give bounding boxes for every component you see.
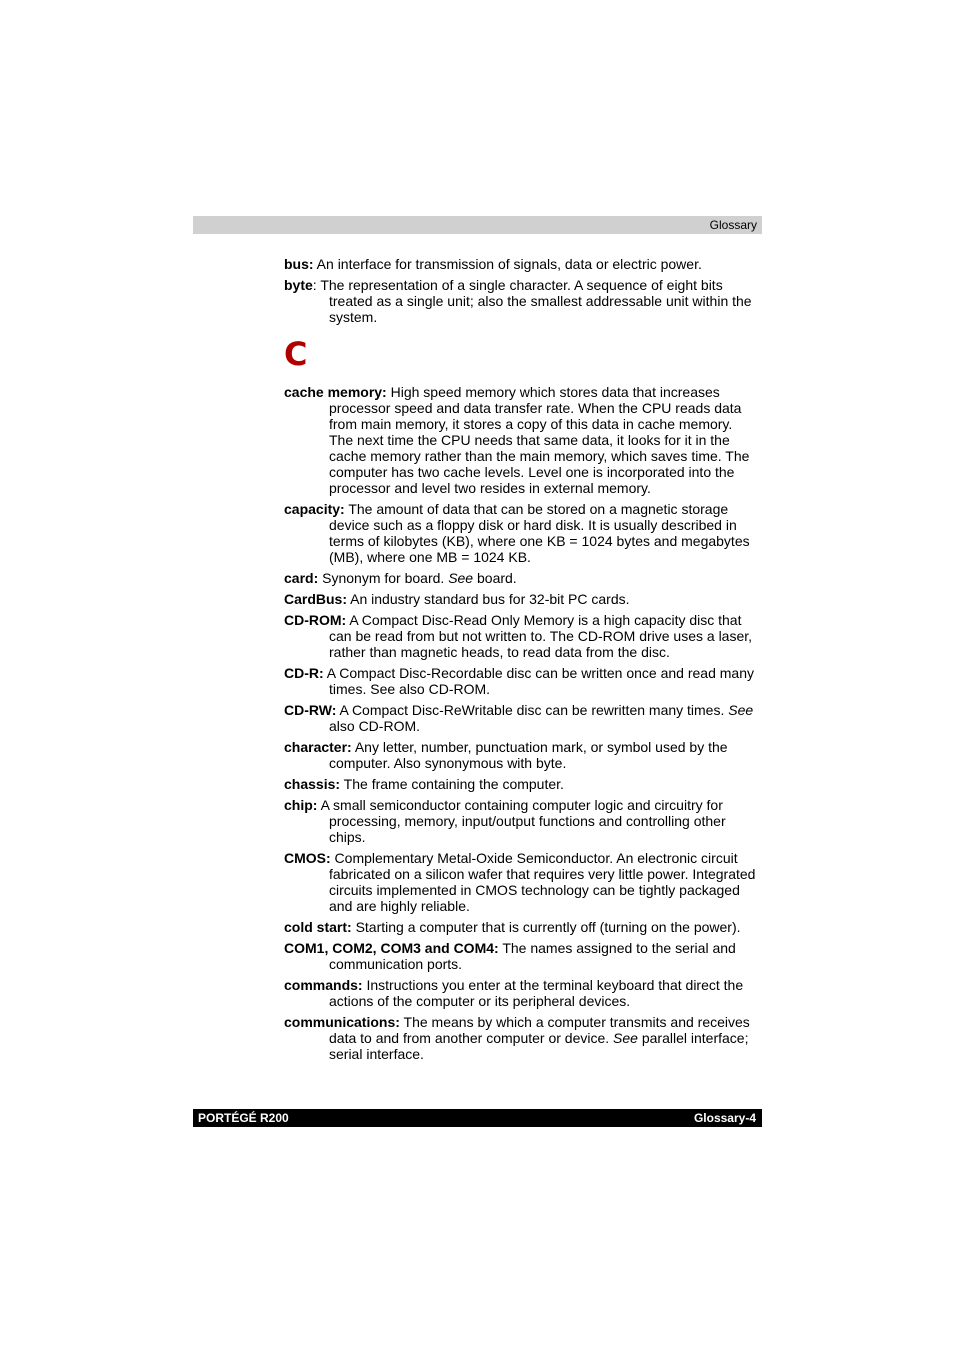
glossary-term: chip: — [284, 797, 318, 813]
glossary-term: CD-RW: — [284, 702, 337, 718]
see-reference: See — [613, 1030, 638, 1046]
glossary-term: chassis: — [284, 776, 341, 792]
glossary-definition: An interface for transmission of signals, data or electric power. — [313, 256, 702, 272]
glossary-definition: The names assigned to the serial and communication ports. — [329, 940, 736, 972]
glossary-entry — [284, 797, 760, 845]
glossary-definition-continued: board. — [473, 570, 517, 586]
glossary-definition-continued: also CD-ROM. — [329, 718, 421, 734]
glossary-definition-continued: parallel interface; serial interface. — [329, 1030, 749, 1062]
glossary-entry — [284, 570, 760, 586]
footer-product-name: PORTÉGÉ R200 — [198, 1111, 289, 1125]
glossary-definition: A Compact Disc-Read Only Memory is a high capacity disc that can be read from but not written to. The CD-ROM drive uses a laser, rather than magnetic heads, to read data from the disc. — [329, 612, 753, 660]
glossary-term: communications: — [284, 1014, 400, 1030]
glossary-entry — [284, 977, 760, 1009]
glossary-term: cold start: — [284, 919, 352, 935]
glossary-term: byte — [284, 277, 313, 293]
glossary-entry — [284, 384, 760, 496]
glossary-entry — [284, 940, 760, 972]
footer-bar — [193, 1109, 762, 1127]
glossary-entry — [284, 919, 760, 935]
header-bar — [193, 216, 762, 234]
glossary-definition: The frame containing the computer. — [340, 776, 564, 792]
glossary-term: cache memory: — [284, 384, 387, 400]
glossary-term: COM1, COM2, COM3 and COM4: — [284, 940, 499, 956]
footer-page-number: Glossary-4 — [693, 1111, 756, 1125]
glossary-definition: An industry standard bus for 32-bit PC cards. — [347, 591, 630, 607]
glossary-term: card: — [284, 570, 319, 586]
glossary-term: character: — [284, 739, 352, 755]
glossary-term: commands: — [284, 977, 363, 993]
glossary-term: capacity: — [284, 501, 345, 517]
glossary-term: CD-R: — [284, 665, 324, 681]
entries-c — [284, 384, 760, 1062]
glossary-definition: Synonym for board. — [318, 570, 449, 586]
see-reference: See — [728, 702, 754, 718]
glossary-definition: A Compact Disc-Recordable disc can be written once and read many times. See also CD-ROM. — [323, 665, 754, 697]
glossary-definition: A small semiconductor containing computer logic and circuitry for processing, memory, input/output functions and controlling other chips. — [317, 797, 726, 845]
glossary-definition: : The representation of a single character. A sequence of eight bits treated as a single unit; also the smallest addressable unit within the system. — [312, 277, 752, 325]
glossary-definition: Any letter, number, punctuation mark, or symbol used by the computer. Also synonymous with byte. — [329, 739, 728, 771]
glossary-entry — [284, 739, 760, 771]
glossary-term: CardBus: — [284, 591, 348, 607]
glossary-definition: A Compact Disc-ReWritable disc can be rewritten many times. — [336, 702, 729, 718]
glossary-entry — [284, 612, 760, 660]
glossary-entry — [284, 591, 760, 607]
glossary-entry — [284, 277, 760, 325]
glossary-term: bus: — [284, 256, 314, 272]
glossary-definition: Starting a computer that is currently off (turning on the power). — [351, 919, 741, 935]
glossary-definition: Complementary Metal-Oxide Semiconductor. An electronic circuit fabricated on a silicon wafer that requires very little power. Integrated circuits implemented in CMOS technology can be tightly packaged and are highly reliable. — [329, 850, 756, 914]
entries-b — [284, 256, 760, 325]
glossary-entry — [284, 501, 760, 565]
glossary-definition: Instructions you enter at the terminal keyboard that direct the actions of the computer or its peripheral devices. — [329, 977, 744, 1009]
glossary-term: CD-ROM: — [284, 612, 347, 628]
glossary-entry — [284, 256, 760, 272]
glossary-entry — [284, 665, 760, 697]
glossary-content — [284, 256, 760, 1067]
header-section-title: Glossary — [709, 218, 757, 232]
glossary-term: CMOS: — [284, 850, 331, 866]
section-letter-c: C — [284, 335, 308, 373]
glossary-definition: The amount of data that can be stored on a magnetic storage device such as a floppy disk or hard disk. It is usually described in terms of kilobytes (KB), where one KB = 1024 bytes and megabytes (MB), where one MB = 1024 KB. — [329, 501, 750, 565]
glossary-entry — [284, 850, 760, 914]
glossary-entry — [284, 776, 760, 792]
glossary-entry — [284, 702, 760, 734]
see-reference: See — [448, 570, 474, 586]
glossary-definition: High speed memory which stores data that increases processor speed and data transfer rate. When the CPU reads data from main memory, it stores a copy of this data in cache memory. The next time the CPU needs that same data, it looks for it in the cache memory rather than the main memory, which saves time. The computer has two cache levels. Level one is incorporated into the processor and level two resides in external memory. — [329, 384, 750, 496]
glossary-entry — [284, 1014, 760, 1062]
glossary-definition: The means by which a computer transmits and receives data to and from another computer or device. — [329, 1014, 750, 1046]
